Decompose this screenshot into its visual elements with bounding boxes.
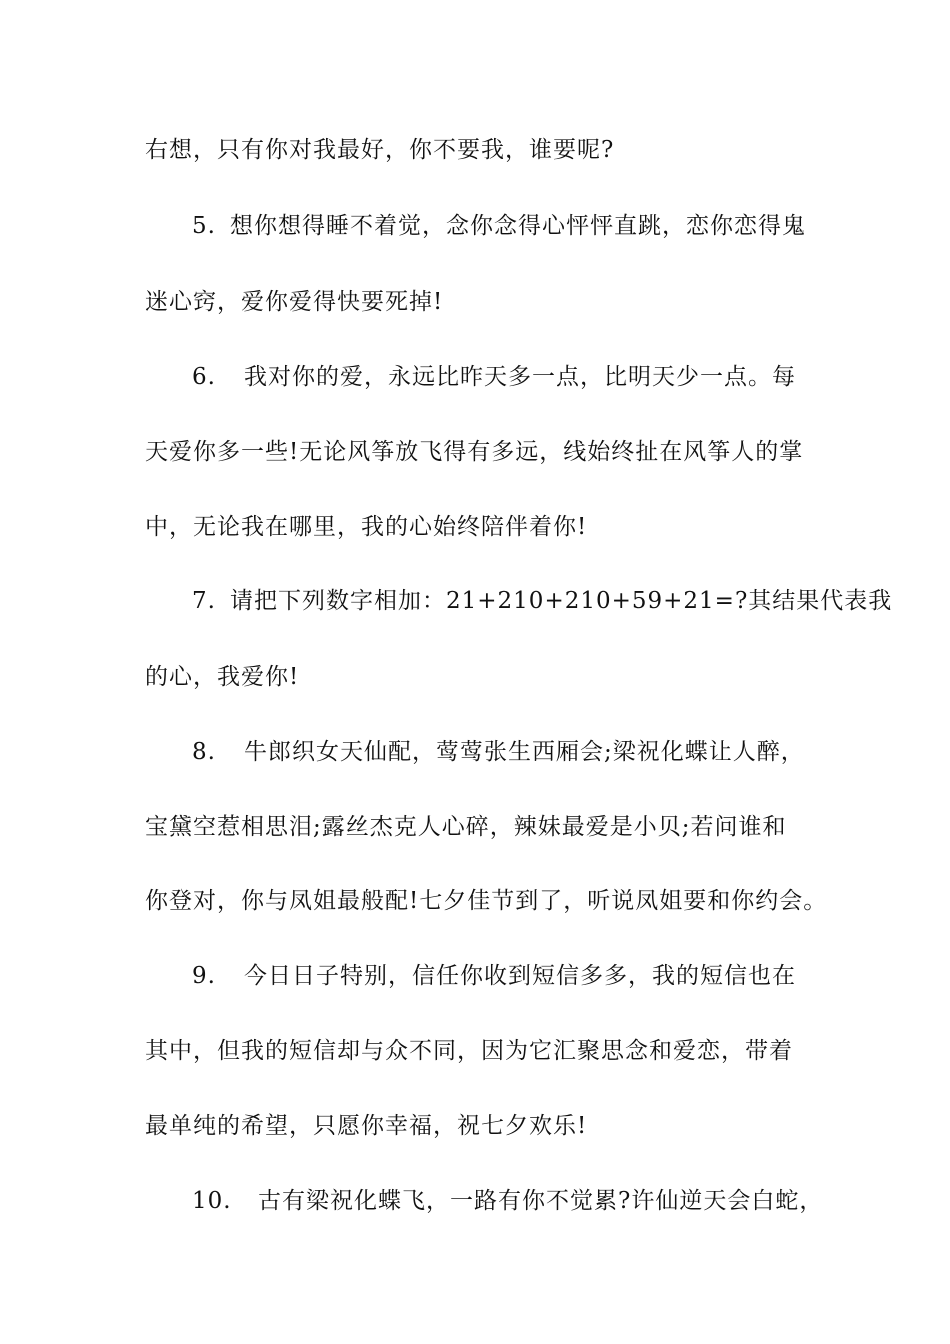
line-text: 宝黛空惹相思泪;露丝杰克人心碎，辣妹最爱是小贝;若问谁和 xyxy=(145,814,787,840)
text-line xyxy=(145,1106,845,1146)
text-line xyxy=(145,130,845,170)
list-item xyxy=(192,956,892,996)
line-text: 的心，我爱你! xyxy=(145,664,300,690)
list-item xyxy=(192,357,892,397)
line-text: 今日日子特别，信任你收到短信多多，我的短信也在 xyxy=(244,963,796,989)
line-text: 迷心窍，爱你爱得快要死掉! xyxy=(145,289,444,315)
item-number: 8. xyxy=(192,739,216,765)
line-text: 我对你的爱，永远比昨天多一点，比明天少一点。每 xyxy=(244,364,796,390)
line-text: 右想，只有你对我最好，你不要我，谁要呢? xyxy=(145,137,615,163)
line-text: 古有梁祝化蝶飞，一路有你不觉累?许仙逆天会白蛇， xyxy=(258,1188,824,1214)
line-text: 中，无论我在哪里，我的心始终陪伴着你! xyxy=(145,514,588,540)
item-number: 5. xyxy=(192,213,216,239)
text-line xyxy=(145,1031,845,1071)
line-text: 想你想得睡不着觉，念你念得心怦怦直跳，恋你恋得鬼 xyxy=(230,213,806,239)
line-text: 最单纯的希望，只愿你幸福，祝七夕欢乐! xyxy=(145,1113,588,1139)
item-number: 9. xyxy=(192,963,216,989)
line-text: 其中，但我的短信却与众不同，因为它汇聚思念和爱恋，带着 xyxy=(145,1038,793,1064)
item-number: 10. xyxy=(192,1188,232,1214)
text-line xyxy=(145,657,845,697)
line-text: 请把下列数字相加：21+210+210+59+21=?其结果代表我 xyxy=(230,588,893,614)
list-item xyxy=(192,206,892,246)
line-text: 牛郎织女天仙配，莺莺张生西厢会;梁祝化蝶让人醉， xyxy=(244,739,805,765)
list-item xyxy=(192,581,892,621)
item-number: 7. xyxy=(192,588,216,614)
text-line xyxy=(145,432,845,472)
text-line xyxy=(145,881,845,921)
line-text: 你登对，你与凤姐最般配!七夕佳节到了，听说凤姐要和你约会。 xyxy=(145,888,828,914)
text-line xyxy=(145,282,845,322)
line-text: 天爱你多一些!无论风筝放飞得有多远，线始终扯在风筝人的掌 xyxy=(145,439,804,465)
text-line xyxy=(145,507,845,547)
item-number: 6. xyxy=(192,364,216,390)
text-line xyxy=(145,807,845,847)
list-item xyxy=(192,732,892,772)
list-item xyxy=(192,1181,892,1221)
